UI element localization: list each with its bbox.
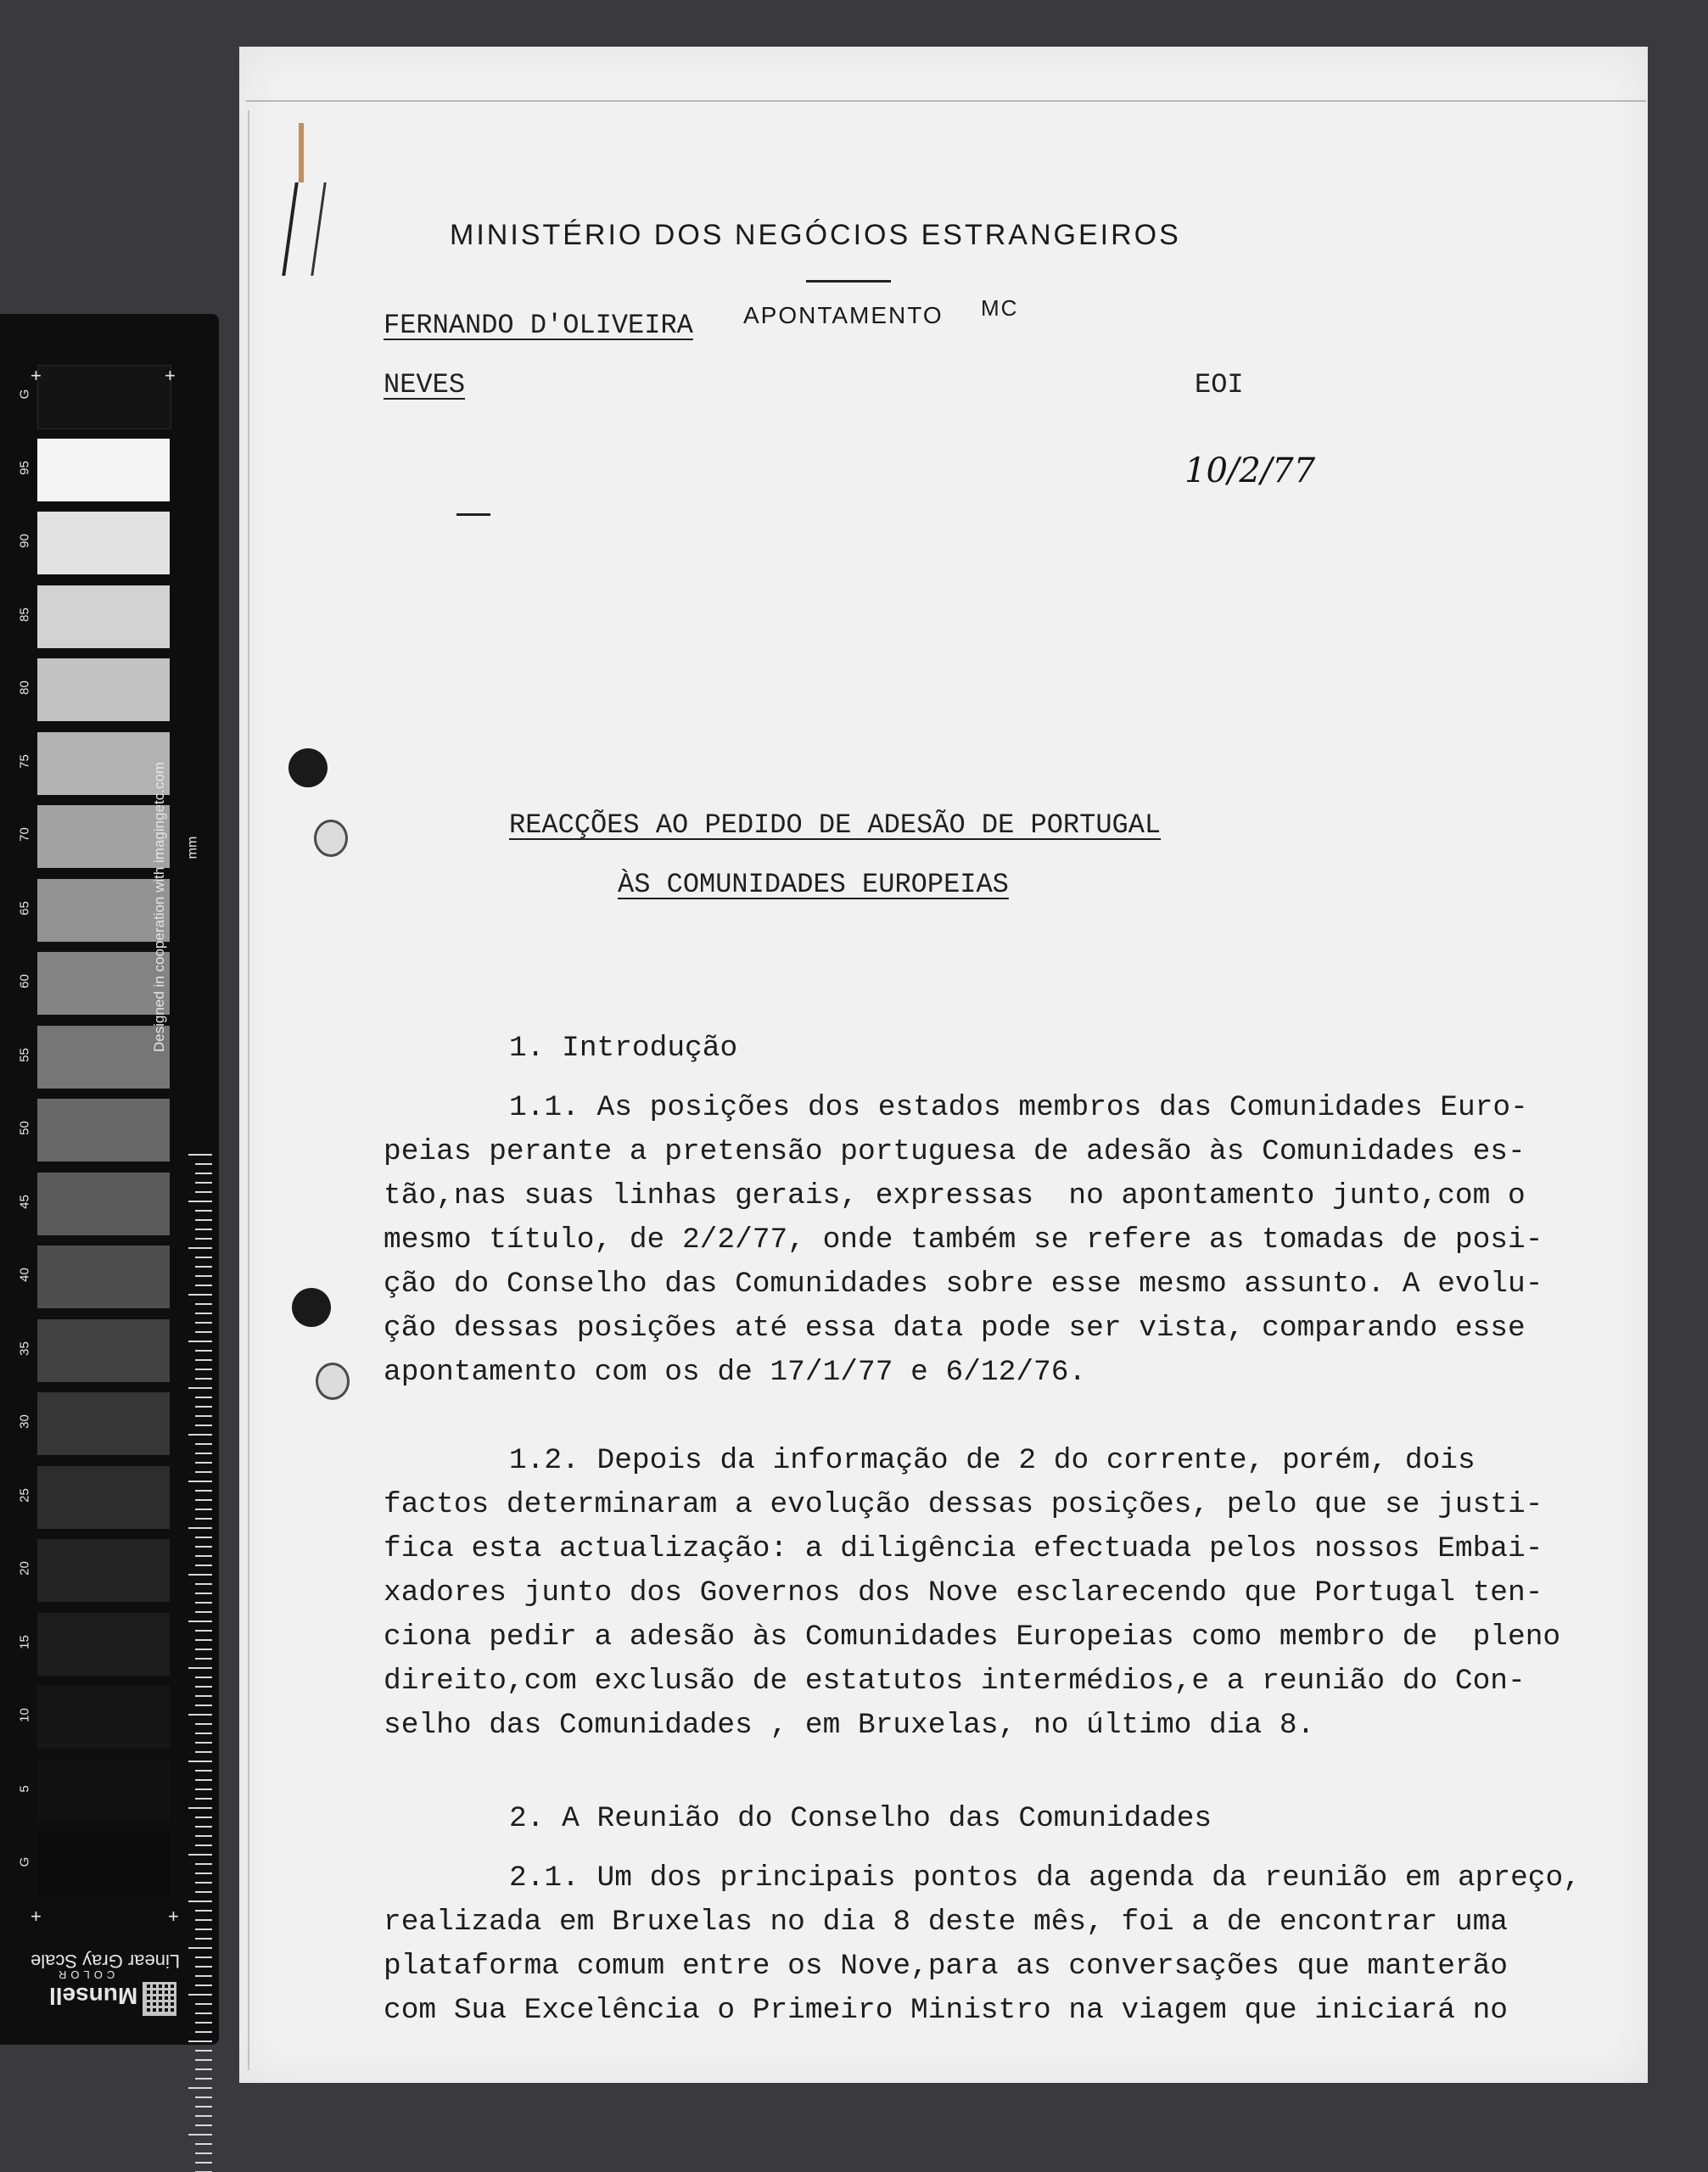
- swatch-label: 85: [17, 607, 32, 622]
- swatch-label: 60: [17, 974, 32, 988]
- dash-mark: [456, 513, 490, 516]
- paragraph-line: plataforma comum entre os Nove,para as conversações que manterão: [384, 1950, 1509, 1983]
- section-1-heading: 1. Introdução: [509, 1032, 738, 1065]
- gray-swatch: [37, 658, 170, 721]
- gray-swatch: [37, 952, 170, 1015]
- swatch-label: 20: [17, 1561, 32, 1576]
- document-initials: MC: [981, 295, 1019, 321]
- swatch-label: 55: [17, 1047, 32, 1062]
- paragraph-line: apontamento com os de 17/1/77 e 6/12/76.: [384, 1356, 1087, 1389]
- gray-swatch: [37, 879, 170, 942]
- gray-swatch: [37, 1099, 170, 1162]
- gray-swatch: [37, 585, 170, 648]
- office-code: EOI: [1195, 369, 1244, 400]
- swatch-label: 65: [17, 900, 32, 915]
- swatch-label: 10: [17, 1708, 32, 1722]
- paragraph-line: 1.2. Depois da informação de 2 do corrente, porém, dois: [509, 1444, 1476, 1477]
- swatch-label: 80: [17, 680, 32, 695]
- paragraph-line: mesmo título, de 2/2/77, onde também se refere as tomadas de posi-: [384, 1223, 1543, 1257]
- card-credit: Designed in cooperation with imagingetc.com: [151, 761, 167, 1052]
- swatch-label: 25: [17, 1487, 32, 1503]
- punch-hole-reinforced: [316, 1363, 350, 1400]
- card-brand-sub: COLOR: [54, 1968, 115, 1981]
- paragraph-line: direito,com exclusão de estatutos intermédios,e a reunião do Con-: [384, 1665, 1526, 1698]
- gray-swatch: [37, 1392, 170, 1455]
- swatch-label: 15: [17, 1634, 32, 1649]
- swatch-label: 40: [17, 1268, 32, 1282]
- mm-ruler-major: [188, 1154, 195, 2172]
- gray-swatch: [37, 1026, 170, 1089]
- document-title-line-1: REACÇÕES AO PEDIDO DE ADESÃO DE PORTUGAL: [509, 809, 1162, 841]
- mm-ruler: [195, 1154, 212, 2172]
- swatch-label: 75: [17, 753, 32, 769]
- registration-mark: +: [165, 365, 176, 386]
- recipient-name: NEVES: [384, 369, 466, 400]
- gray-scale-card: [0, 314, 219, 2045]
- gray-swatch: [37, 365, 171, 429]
- registration-mark: +: [31, 1906, 42, 1927]
- swatch-label: 35: [17, 1341, 32, 1356]
- gray-swatch: [37, 732, 170, 795]
- gray-swatch: [37, 1173, 170, 1235]
- swatch-label: 70: [17, 827, 32, 842]
- gray-swatch: [37, 1466, 170, 1529]
- handwritten-date: 10/2/77: [1184, 451, 1316, 490]
- paragraph-line: peias perante a pretensão portuguesa de adesão às Comunidades es-: [384, 1135, 1526, 1168]
- gray-swatch: [37, 1246, 170, 1308]
- paragraph-line: com Sua Excelência o Primeiro Ministro na viagem que iniciará no: [384, 1994, 1509, 2027]
- paragraph-line: tão,nas suas linhas gerais, expressas no apontamento junto,com o: [384, 1179, 1526, 1212]
- gray-swatch: [37, 512, 170, 574]
- gray-swatch: [37, 1539, 170, 1602]
- paragraph-line: selho das Comunidades , em Bruxelas, no último dia 8.: [384, 1709, 1315, 1742]
- page-edge-line: [248, 110, 249, 2070]
- card-unit: mm: [185, 836, 200, 859]
- heading-rule: [806, 280, 891, 283]
- swatch-label: 95: [17, 460, 32, 475]
- swatch-label: G: [17, 1856, 32, 1867]
- staple-rust-mark: [299, 123, 304, 182]
- swatch-label: 5: [17, 1784, 32, 1793]
- gray-swatch: [37, 439, 170, 501]
- gray-swatch: [37, 805, 170, 868]
- paragraph-line: xadores junto dos Governos dos Nove esclarecendo que Portugal ten-: [384, 1576, 1543, 1609]
- punch-hole-reinforced: [314, 820, 348, 857]
- gray-swatch: [37, 1319, 170, 1382]
- paragraph-line: realizada em Bruxelas no dia 8 deste mês, foi a de encontrar uma: [384, 1906, 1509, 1939]
- munsell-logo-icon: [143, 1982, 176, 2016]
- swatch-label: 30: [17, 1414, 32, 1429]
- card-scale-name: Linear Gray Scale: [31, 1951, 181, 1972]
- gray-swatch: [37, 1833, 170, 1895]
- swatch-label: 50: [17, 1121, 32, 1135]
- punch-hole: [288, 748, 328, 787]
- page-fold-line: [246, 100, 1646, 102]
- punch-hole: [292, 1288, 331, 1327]
- section-2-heading: 2. A Reunião do Conselho das Comunidades: [509, 1802, 1212, 1835]
- paragraph-line: factos determinaram a evolução dessas posições, pelo que se justi-: [384, 1488, 1543, 1521]
- gray-swatch: [37, 1613, 170, 1676]
- document-type: APONTAMENTO: [743, 302, 944, 328]
- paragraph-line: ção do Conselho das Comunidades sobre esse mesmo assunto. A evolu-: [384, 1268, 1543, 1301]
- swatch-label: G: [17, 389, 32, 400]
- registration-mark: +: [31, 365, 42, 386]
- document-title-line-2: ÀS COMUNIDADES EUROPEIAS: [618, 869, 1009, 900]
- swatch-label: 90: [17, 534, 32, 548]
- document-page: [239, 47, 1648, 2083]
- paragraph-line: fica esta actualização: a diligência efectuada pelos nossos Embai-: [384, 1532, 1543, 1565]
- paragraph-line: 2.1. Um dos principais pontos da agenda da reunião em apreço,: [509, 1861, 1581, 1895]
- card-brand: Munsell: [49, 1983, 138, 2009]
- gray-swatch: [37, 1760, 170, 1822]
- gray-swatch: [37, 1686, 170, 1749]
- ministry-heading: MINISTÉRIO DOS NEGÓCIOS ESTRANGEIROS: [450, 219, 1181, 251]
- author-name: FERNANDO D'OLIVEIRA: [384, 310, 693, 341]
- paragraph-line: ção dessas posições até essa data pode ser vista, comparando esse: [384, 1312, 1526, 1345]
- swatch-label: 45: [17, 1194, 32, 1209]
- registration-mark: +: [168, 1906, 179, 1927]
- paragraph-line: 1.1. As posições dos estados membros das Comunidades Euro-: [509, 1091, 1528, 1124]
- paragraph-line: ciona pedir a adesão às Comunidades Europeias como membro de pleno: [384, 1621, 1561, 1654]
